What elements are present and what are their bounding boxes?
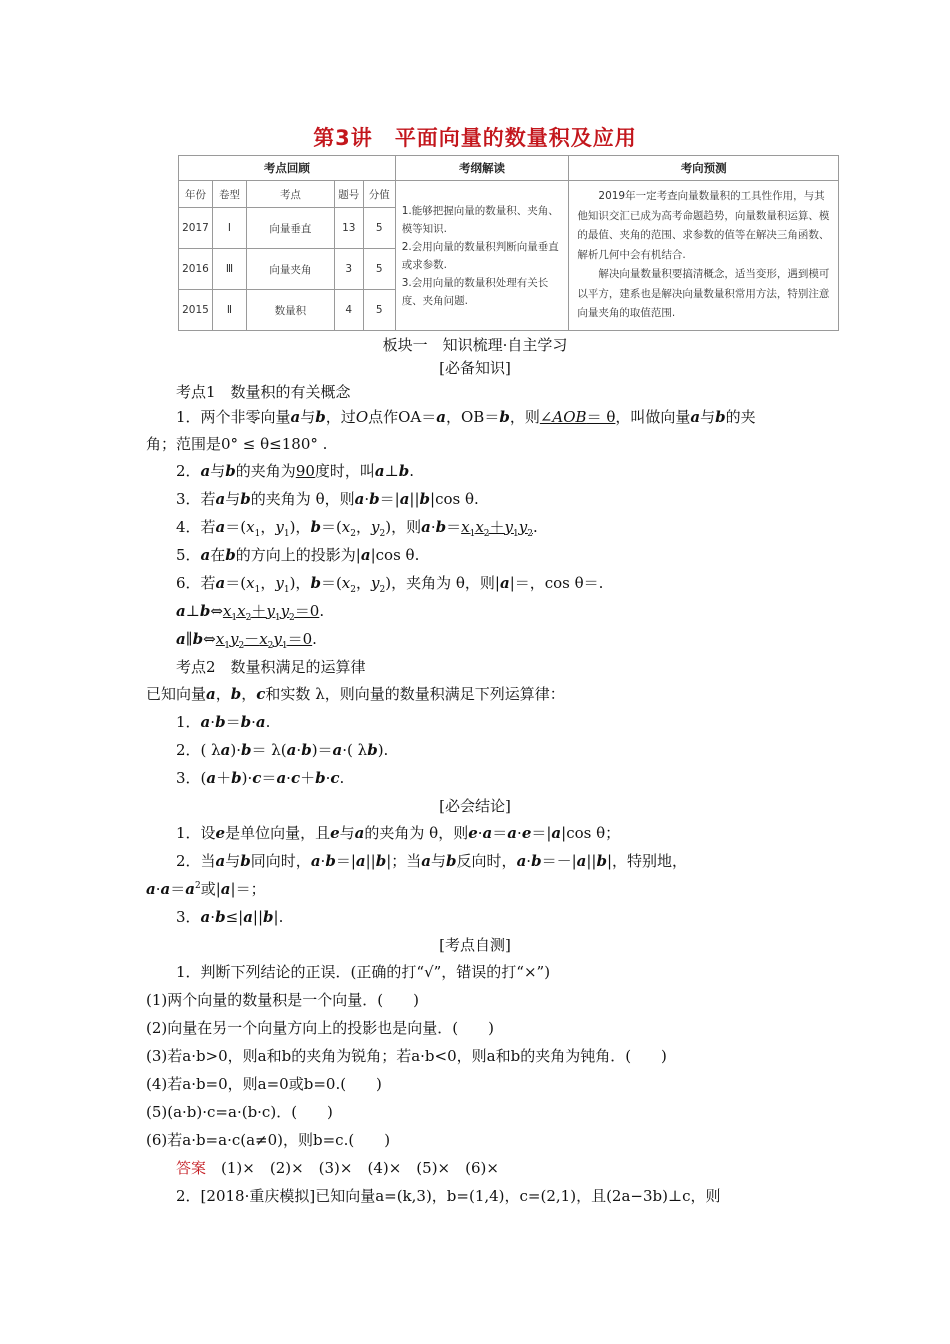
- header-review: 考点回顾: [179, 156, 396, 181]
- prediction-paragraph: 2019年一定考查向量数量积的工具性作用，与其他知识交汇已成为高考命题趋势，向量数量积运算、模的最值、夹角的范围、求参数的值等在解决三角函数、解析几何中会有机结合.: [577, 190, 830, 261]
- col-score: 分值: [363, 181, 395, 208]
- kp2-heading: 考点2 数量积满足的运算律: [176, 658, 366, 676]
- col-paper: 卷型: [212, 181, 246, 208]
- page-title: [0, 122, 950, 152]
- cell-year: 2016: [179, 249, 213, 290]
- cell-year: 2015: [179, 290, 213, 331]
- judge-intro: 1．判断下列结论的正误．(正确的打“√”，错误的打“×”): [176, 963, 551, 981]
- interpretation-item: 1.能够把握向量的数量积、夹角、模等知识.: [401, 204, 559, 235]
- header-interpretation: 考纲解读: [395, 156, 569, 181]
- judge-item: (1)两个向量的数量积是一个向量．( ): [146, 991, 419, 1009]
- kp1-item-1: 1．两个非零向量a与b，过O点作OA＝a，OB＝b，则∠AOB＝ θ，叫做向量a与b的夹: [176, 408, 756, 426]
- judge-item: (2)向量在另一个向量方向上的投影也是向量．( ): [146, 1019, 494, 1037]
- conclusion-2: 2．当a与b同向时，a·b＝|a||b|；当a与b反向时，a·b＝－|a||b|，特别地，: [176, 852, 688, 870]
- question-2: 2．[2018·重庆模拟]已知向量a=(k,3)，b=(1,4)，c=(2,1)，且(2a−3b)⊥c，则: [176, 1187, 721, 1205]
- kp2-law-2: 2．( λa)·b＝ λ(a·b)＝a·( λb).: [176, 741, 389, 759]
- cell-score: 5: [363, 249, 395, 290]
- cell-year: 2017: [179, 208, 213, 249]
- kp1-item-6: 6．若$a=(x_1$，$y_1$)，$b=(x_2$，$y_2$)，夹角为 θ，则|a|＝，cos θ＝.: [176, 574, 604, 595]
- kp1-perpendicular: $a\perp b\Leftrightarrow x_1x_2+y_1y_2=0$.: [176, 602, 325, 623]
- conclusion-1: 1．设e是单位向量，且e与a的夹角为 θ，则e·a＝a·e＝|a|cos θ；: [176, 824, 621, 842]
- judge-item: (3)若a·b>0，则a和b的夹角为锐角；若a·b<0，则a和b的夹角为钝角．( ): [146, 1047, 667, 1065]
- kp1-item-2: 2．a与b的夹角为90度时，叫a⊥b.: [176, 462, 415, 480]
- kp1-item-4: 4．若$a=(x_1$，$y_1$)，$b=(x_2$，$y_2$)，则$a\cdot b=x_1x_2+y_1y_2$.: [176, 518, 538, 539]
- col-topic: 考点: [246, 181, 334, 208]
- col-number: 题号: [334, 181, 363, 208]
- answer-values: (1)× (2)× (3)× (4)× (5)× (6)×: [221, 1159, 499, 1177]
- cell-paper: Ⅱ: [212, 290, 246, 331]
- conclusion-2-cont: $a\cdot a=a^2$或|a|＝；: [146, 880, 266, 898]
- title-topic: 平面向量的数量积及应用: [394, 126, 637, 150]
- cell-topic: 数量积: [246, 290, 334, 331]
- cell-number: 13: [334, 208, 363, 249]
- summary-table: [178, 155, 839, 331]
- conclusion-3: 3．a·b≤|a||b|.: [176, 908, 284, 926]
- cell-paper: Ⅲ: [212, 249, 246, 290]
- answer-label: 答案: [176, 1159, 207, 1177]
- kp2-law-3: 3．(a＋b)·c＝a·c＋b·c.: [176, 769, 345, 787]
- kp1-item-1-cont: 角；范围是0° ≤ θ≤180° .: [146, 435, 328, 453]
- subsection-required-knowledge: [必备知识]: [439, 359, 511, 377]
- kp2-law-1: 1．a·b＝b·a.: [176, 713, 271, 731]
- judge-item: (6)若a·b=a·c(a≠0)，则b=c.( ): [146, 1131, 391, 1149]
- interpretation-item: 2.会用向量的数量积判断向量垂直或求参数.: [401, 240, 559, 271]
- kp1-parallel: $a\parallel b\Leftrightarrow x_1y_2-x_2y_1=0$.: [176, 630, 317, 651]
- cell-number: 3: [334, 249, 363, 290]
- judge-item: (5)(a·b)·c=a·(b·c)．( ): [146, 1103, 333, 1121]
- kp2-intro: 已知向量a，b，c和实数 λ，则向量的数量积满足下列运算律：: [146, 685, 565, 703]
- prediction-cell: [569, 181, 839, 331]
- cell-topic: 向量垂直: [246, 208, 334, 249]
- cell-score: 5: [363, 208, 395, 249]
- interpretation-cell: [395, 181, 569, 331]
- subsection-conclusions: [必会结论]: [439, 797, 511, 815]
- section-title: 板块一 知识梳理·自主学习: [382, 336, 568, 354]
- cell-score: 5: [363, 290, 395, 331]
- prediction-paragraph: 解决向量数量积要搞清概念，适当变形，遇到模可以平方，建系也是解决向量数量积常用方法，特别注意向量夹角的取值范围.: [577, 268, 830, 320]
- judge-answers: [0, 1157, 950, 1178]
- header-prediction: 考向预测: [569, 156, 839, 181]
- subsection-self-test: [考点自测]: [439, 936, 511, 954]
- cell-number: 4: [334, 290, 363, 331]
- interpretation-item: 3.会用向量的数量积处理有关长度、夹角问题.: [401, 276, 549, 307]
- judge-item: (4)若a·b=0，则a=0或b=0.( ): [146, 1075, 382, 1093]
- kp1-item-5: 5．a在b的方向上的投影为|a|cos θ.: [176, 546, 420, 564]
- col-year: 年份: [179, 181, 213, 208]
- cell-topic: 向量夹角: [246, 249, 334, 290]
- kp1-heading: 考点1 数量积的有关概念: [176, 383, 351, 401]
- kp1-item-3: 3．若a与b的夹角为 θ，则a·b＝|a||b|cos θ.: [176, 490, 479, 508]
- title-lecture: 第3讲: [313, 126, 373, 150]
- cell-paper: Ⅰ: [212, 208, 246, 249]
